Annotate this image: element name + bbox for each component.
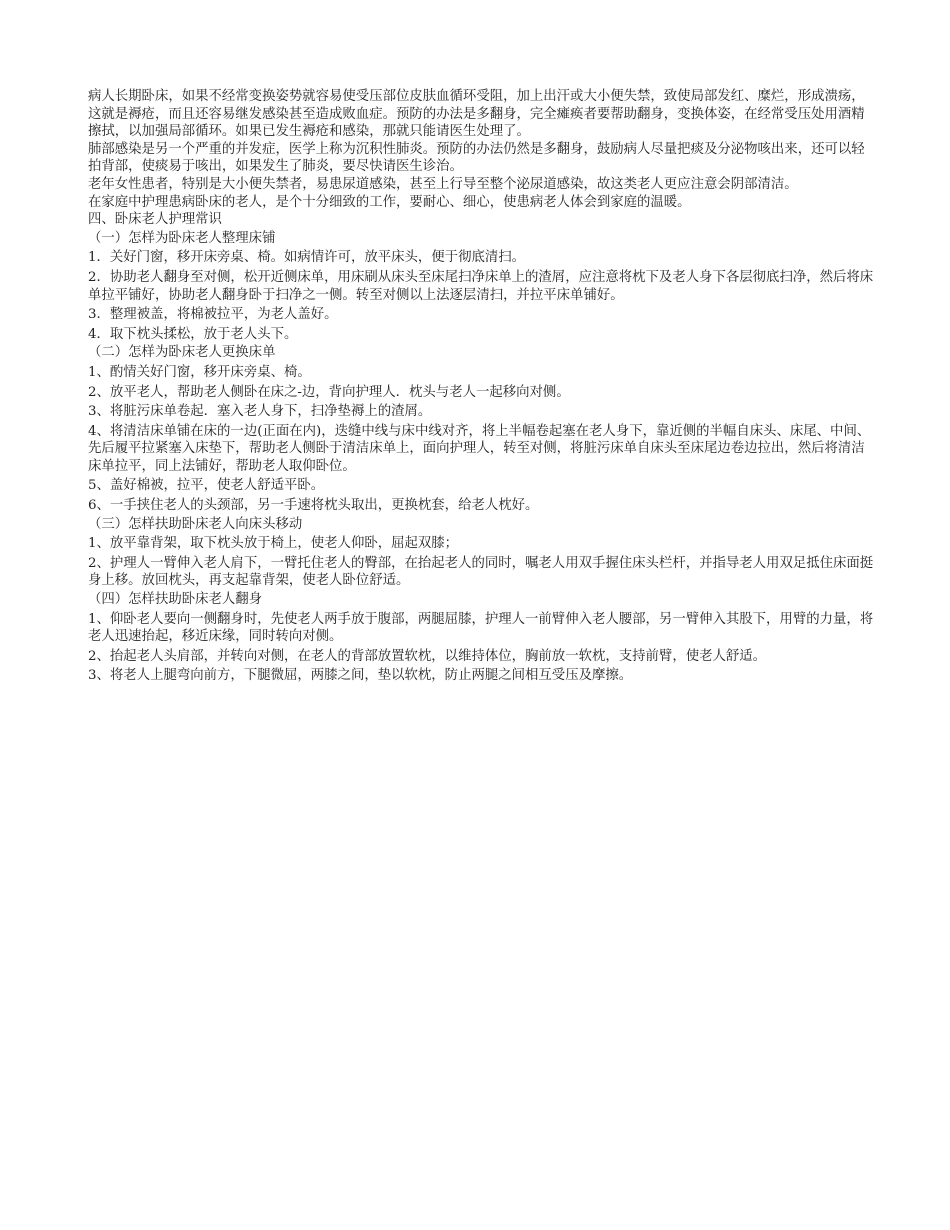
paragraph-bedsores: 病人长期卧床，如果不经常变换姿势就容易使受压部位皮肤血循环受阻，加上出汗或大小便失禁，致使局部发红、糜烂，形成溃疡，这就是褥疮，而且还容易继发感染甚至造成败血症。预防的办法是多翻身，完全瘫痪者要帮助翻身，变换体姿，在经常受压处用酒精擦拭，以加强局部循环。如果已发生褥疮和感染，那就只能请医生处理了。 [88,89,865,140]
subsection-heading: （一）怎样为卧床老人整理床铺 [88,230,276,246]
list-item: 4．取下枕头揉松，放于老人头下。 [88,326,298,342]
list-item: 1．关好门窗，移开床旁桌、椅。如病情许可，放平床头，便于彻底清扫。 [88,250,526,266]
list-item: 2．协助老人翻身至对侧，松开近侧床单，用床刷从床头至床尾扫净床单上的渣屑，应注意将枕下及老人身下各层彻底扫净，然后将床单拉平铺好，协助老人翻身卧于扫净之一侧。转至对侧以上法逐层清扫，并拉平床单铺好。 [88,269,874,303]
list-item: 2、护理人一臂伸入老人肩下，一臂托住老人的臀部，在抬起老人的同时，嘱老人用双手握住床头栏杆，并指导老人用双足抵住床面挺身上移。放回枕头，再支起靠背架，使老人卧位舒适。 [88,555,874,589]
section-title: 四、卧床老人护理常识 [88,212,222,228]
list-item: 4、将清洁床单铺在床的一边(正面在内)，迭缝中线与床中线对齐，将上半幅卷起塞在老人身下，靠近侧的半幅自床头、床尾、中间、先后履平拉紧塞入床垫下，帮助老人侧卧于清洁床单上，面向护理人，转至对侧，将脏污床单自床头至床尾边卷边拉出，然后将清洁床单拉平，同上法铺好，帮助老人取仰卧位。 [88,423,871,474]
list-item: 1、酌情关好门窗，移开床旁桌、椅。 [88,364,311,380]
section-turn-over [88,591,878,685]
list-item: 5、盖好棉被，拉平，使老人舒适平卧。 [88,478,325,494]
list-item: 2、抬起老人头肩部，并转向对侧，在老人的背部放置软枕，以维持体位，胸前放一软枕，支持前臂，使老人舒适。 [88,648,767,664]
list-item: 3、将老人上腿弯向前方，下腿微屈，两膝之间，垫以软枕，防止两腿之间相互受压及摩擦。 [88,668,633,684]
list-item: 6、一手挟住老人的头颈部，另一手速将枕头取出，更换枕套，给老人枕好。 [88,498,539,514]
subsection-heading: （四）怎样扶助卧床老人翻身 [88,592,263,608]
list-item: 3．整理被盖，将棉被拉平，为老人盖好。 [88,307,338,323]
subsection-heading: （二）怎样为卧床老人更换床单 [88,345,276,361]
document-page [88,88,878,685]
subsection-heading: （三）怎样扶助卧床老人向床头移动 [88,516,303,532]
list-item: 3、将脏污床单卷起．塞入老人身下，扫净垫褥上的渣屑。 [88,404,432,420]
list-item: 1、放平靠背架，取下枕头放于椅上，使老人仰卧，屈起双膝； [88,536,459,552]
list-item: 2、放平老人，帮助老人侧卧在床之-边，背向护理人．枕头与老人一起移向对侧。 [88,384,570,400]
paragraph-urinary-infection: 老年女性患者，特别是大小便失禁者，易患尿道感染，甚至上行导至整个泌尿道感染，故这类老人更应注意会阴部清洁。 [88,176,798,192]
section-tidy-bed [88,230,878,344]
paragraph-lung-infection: 肺部感染是另一个严重的并发症，医学上称为沉积性肺炎。预防的办法仍然是多翻身，鼓励病人尽量把痰及分泌物咳出来，还可以轻拍背部，使痰易于咳出，如果发生了肺炎，要尽快请医生诊治。 [88,141,865,175]
section-change-sheets [88,344,878,514]
section-move-to-headboard [88,516,878,590]
list-item: 1、仰卧老人要向一侧翻身时，先使老人两手放于腹部，两腿屈膝，护理人一前臂伸入老人腰部，另一臂伸入其股下，用臂的力量，将老人迅速抬起，移近床缘，同时转向对侧。 [88,611,874,645]
paragraph-home-care: 在家庭中护理患病卧床的老人，是个十分细致的工作，要耐心、细心，使患病老人体会到家庭的温暖。 [88,194,691,210]
